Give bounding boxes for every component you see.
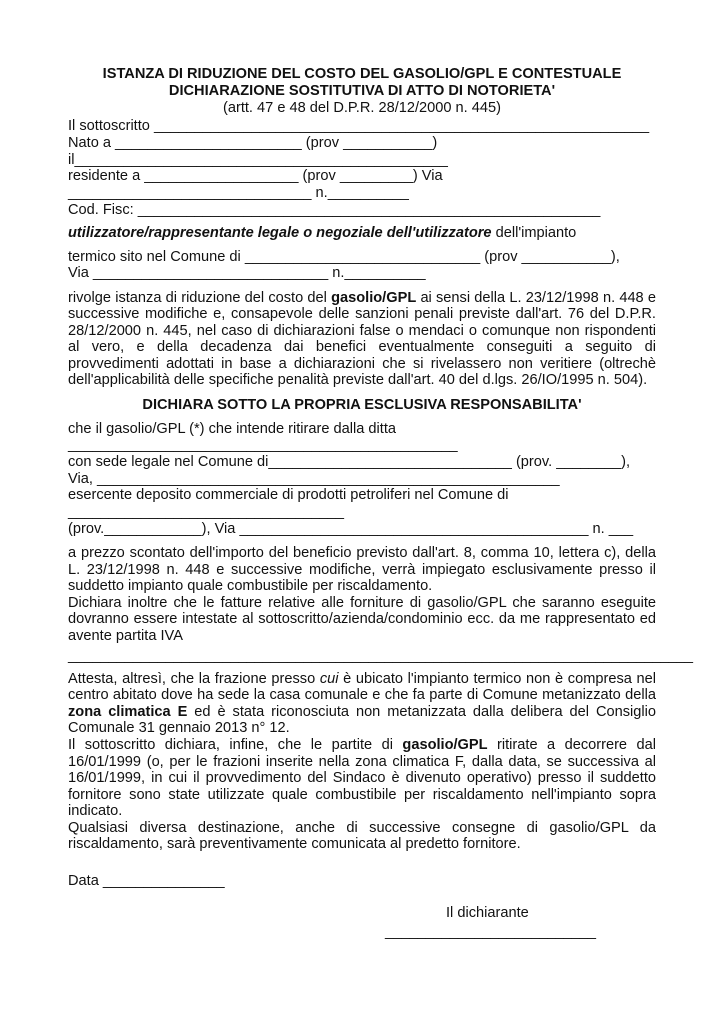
attesta-text-3: ed è stata riconosciuta non metanizzata dalla delibera del Consiglio xyxy=(187,704,656,720)
istanza-gasolio-bold: gasolio/GPL xyxy=(331,290,417,306)
partita-iva-label: avente partita IVA xyxy=(68,628,183,644)
istanza-line-2: successive modifiche e, consapevole delle sanzioni penali previste dall'art. 76 del D.P.R. xyxy=(68,306,656,322)
partite-line-3: 16/01/1999, in cui il provvedimento del Sindaco è divenuto operativo) presso il suddetto xyxy=(68,770,656,786)
ditta-sede-field: con sede legale nel Comune di______________________________ (prov. ________), xyxy=(68,454,631,470)
partite-gasolio-bold: gasolio/GPL xyxy=(402,737,488,753)
attesta-line-3 xyxy=(68,704,656,721)
attesta-line-4: Comunale 31 gennaio 2013 n° 12. xyxy=(68,720,290,736)
nato-field: Nato a _______________________ (prov ___________) xyxy=(68,135,438,151)
title-line-1: ISTANZA DI RIDUZIONE DEL COSTO DEL GASOLIO/GPL E CONTESTUALE xyxy=(102,66,622,82)
data-field: Data _______________ xyxy=(68,873,225,889)
prezzo-line-1: a prezzo scontato dell'importo del beneficio previsto dall'art. 8, comma 10, lettera c), della xyxy=(68,545,656,561)
zona-climatica-bold: zona climatica E xyxy=(68,704,188,720)
role-emphasis: utilizzatore/rappresentante legale o negoziale dell'utilizzatore xyxy=(68,225,492,241)
istanza-line-5: provvedimenti adottati in base a dichiarazioni che si rivelassero non veritiere (oltrechè xyxy=(68,356,656,372)
attesta-text-cont: è ubicato l'impianto termico non è compresa nel xyxy=(338,671,656,687)
partite-text: Il sottoscritto dichiara, infine, che le partite di xyxy=(68,737,403,753)
partite-line-2: 16/01/1999 (o, per le frazioni inserite nella zona climatica F, dalla data, se successiva al xyxy=(68,754,656,770)
partita-iva-field: _____________________________________________________________________________ xyxy=(68,648,693,664)
data-nascita-field: il______________________________________________ xyxy=(68,152,448,168)
dichiarante-label: Il dichiarante xyxy=(446,905,529,921)
partite-text-cont: ritirate a decorrere dal xyxy=(487,737,656,753)
istanza-line-6: dell'applicabilità delle specifiche penalità previste dall'art. 40 del d.lgs. 26/IO/1995 n. 504). xyxy=(68,372,648,388)
prezzo-line-3: suddetto impianto quale combustibile per riscaldamento. xyxy=(68,578,433,594)
subtitle: (artt. 47 e 48 del D.P.R. 28/12/2000 n. 445) xyxy=(222,100,501,116)
via-numero-field: ______________________________ n.__________ xyxy=(68,185,409,201)
deposito-line: esercente deposito commerciale di prodotti petroliferi nel Comune di xyxy=(68,487,509,503)
attesta-cui-italic: cui xyxy=(319,671,339,687)
role-rest: dell'impianto xyxy=(491,225,577,241)
attesta-text: Attesta, altresì, che la frazione presso xyxy=(68,671,320,687)
istanza-line-3: 28/12/2000 n. 445, nel caso di dichiarazioni false o mendaci o comunque non rispondenti xyxy=(68,323,656,339)
ditta-name-field: ________________________________________________ xyxy=(68,437,458,453)
istanza-text: rivolge istanza di riduzione del costo del xyxy=(68,290,332,306)
prezzo-line-2: L. 23/12/1998 n. 448 e successive modifiche, verrà impiegato esclusivamente presso il xyxy=(68,562,656,578)
role-line xyxy=(68,225,576,242)
partite-line-5: indicato. xyxy=(68,803,123,819)
attesta-line-1 xyxy=(68,671,656,688)
attesta-line-2: centro abitato dove ha sede la casa comunale e che fa parte di Comune metanizzato della xyxy=(68,687,656,703)
residente-field: residente a ___________________ (prov _________) Via xyxy=(68,168,443,184)
dichiara-heading: DICHIARA SOTTO LA PROPRIA ESCLUSIVA RESPONSABILITA' xyxy=(142,397,582,413)
sottoscritto-field: Il sottoscritto _____________________________________________________________ xyxy=(68,118,650,134)
title-line-2: DICHIARAZIONE SOSTITUTIVA DI ATTO DI NOTORIETA' xyxy=(168,83,556,99)
destinazione-line-2: riscaldamento, sarà preventivamente comunicata al predetto fornitore. xyxy=(68,836,521,852)
cod-fisc-field: Cod. Fisc: _________________________________________________________ xyxy=(68,202,601,218)
istanza-text-cont: ai sensi della L. 23/12/1998 n. 448 e xyxy=(416,290,656,306)
deposito-comune-field: __________________________________ xyxy=(68,504,344,520)
istanza-line-1 xyxy=(68,290,656,307)
destinazione-line-1: Qualsiasi diversa destinazione, anche di successive consegne di gasolio/GPL da xyxy=(68,820,656,836)
signature-line: __________________________ xyxy=(385,924,597,940)
partite-line-1 xyxy=(68,737,656,754)
ditta-line-1: che il gasolio/GPL (*) che intende ritirare dalla ditta xyxy=(68,421,396,437)
fatture-line-1: Dichiara inoltre che le fatture relative alle forniture di gasolio/GPL che saranno eseguite xyxy=(68,595,656,611)
impianto-via-field: Via _____________________________ n.__________ xyxy=(68,265,426,281)
partite-line-4: fornitore sono state utilizzate quale combustibile per riscaldamento nell'impianto sopra xyxy=(68,787,656,803)
istanza-line-4: al vero, e della decadenza dai benefici eventualmente conseguiti a seguito di xyxy=(68,339,656,355)
fatture-line-2: dovranno essere intestate al sottoscritto/azienda/condominio ecc. da me rappresentato ed xyxy=(68,611,656,627)
deposito-prov-via-field: (prov.____________), Via ___________________________________________ n. ___ xyxy=(68,521,634,537)
impianto-comune-field: termico sito nel Comune di _____________________________ (prov ___________), xyxy=(68,249,620,265)
ditta-via-field: Via, _________________________________________________________ xyxy=(68,471,560,487)
